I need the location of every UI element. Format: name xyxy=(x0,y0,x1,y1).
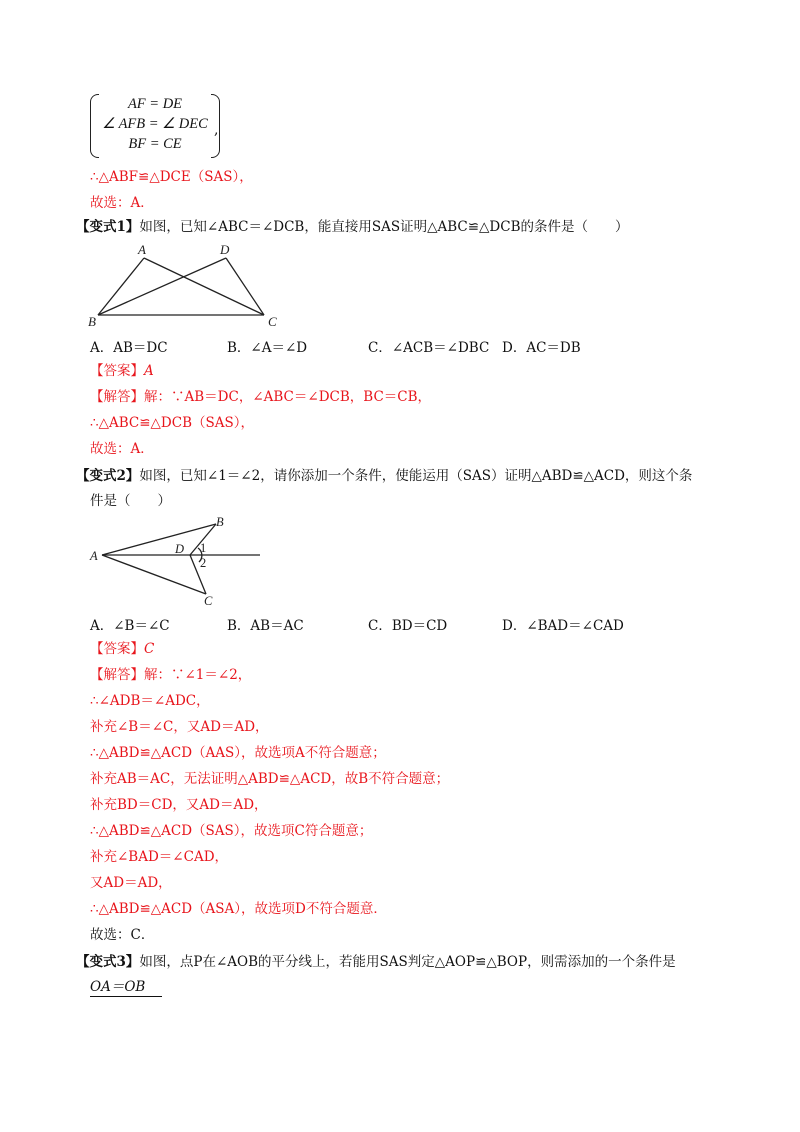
equation-row-3: BF = CE xyxy=(128,136,182,152)
variant1-conclusion: ∴△ABC≌△DCB（SAS）， xyxy=(90,415,254,431)
variant1-solve: 解：∵AB＝DC，∠ABC＝∠DCB，BC＝CB， xyxy=(144,389,432,405)
variant2-label-1: 1 xyxy=(200,541,207,555)
variant2-option-a: A．∠B＝∠C xyxy=(90,618,170,634)
variant2-answer-line xyxy=(90,640,154,658)
variant1-question-line xyxy=(76,218,629,236)
variant3-question-line xyxy=(76,953,676,971)
equation-system xyxy=(90,94,220,158)
equation-row-1: AF = DE xyxy=(127,96,183,112)
variant1-label-a: A xyxy=(138,242,146,257)
variant2-label-a: A xyxy=(90,549,98,563)
variant3-answer: OA＝OB xyxy=(90,979,146,995)
variant1-tag: 【变式1】 xyxy=(76,219,140,235)
variant2-answer: C xyxy=(144,641,155,657)
variant2-label-c: C xyxy=(204,594,213,606)
variant2-step: ∴△ABD≌△ACD（SAS），故选项C符合题意； xyxy=(90,823,373,839)
variant1-option-a: A．AB＝DC xyxy=(90,340,168,356)
variant2-step: ∴△ABD≌△ACD（ASA），故选项D不符合题意． xyxy=(90,901,387,917)
variant2-solve-line xyxy=(90,666,251,684)
variant2-question-1: 如图，已知∠1＝∠2，请你添加一个条件，使能运用（SAS）证明△ABD≌△ACD，则这个条 xyxy=(139,468,693,484)
variant1-answer-tag: 【答案】 xyxy=(90,363,144,379)
variant2-step: ∴∠ADB＝∠ADC， xyxy=(90,693,210,709)
variant2-tag: 【变式2】 xyxy=(76,468,140,484)
prev-conclusion: ∴△ABF≌△DCE（SAS）， xyxy=(90,169,253,185)
variant2-step: 又AD＝AD， xyxy=(90,875,172,891)
variant2-select: 故选：C． xyxy=(90,927,155,943)
variant2-option-d: D．∠BAD＝∠CAD xyxy=(502,618,624,634)
variant1-label-d: D xyxy=(220,242,230,257)
variant2-figure xyxy=(88,512,268,606)
variant1-solve-line xyxy=(90,388,431,406)
variant1-options xyxy=(90,336,690,354)
variant2-solve: 解：∵∠1＝∠2， xyxy=(144,667,252,683)
variant1-figure xyxy=(86,240,286,328)
variant2-question-2: 件是（ ） xyxy=(90,493,171,509)
prev-select: 故选：A． xyxy=(90,195,154,211)
variant2-step: 补充AB＝AC，无法证明△ABD≌△ACD，故B不符合题意； xyxy=(90,771,450,787)
variant3-question: 如图，点P在∠AOB的平分线上，若能用SAS判定△AOP≌△BOP，则需添加的一个条件是 xyxy=(139,954,676,970)
variant1-solve-tag: 【解答】 xyxy=(90,389,144,405)
variant1-answer-line xyxy=(90,362,154,380)
variant1-option-b: B．∠A＝∠D xyxy=(227,340,308,356)
variant2-option-c: C．BD＝CD xyxy=(368,618,448,634)
variant2-label-b: B xyxy=(216,515,224,529)
variant1-answer: A xyxy=(144,363,154,379)
variant2-label-2: 2 xyxy=(200,556,207,570)
variant1-select: 故选：A． xyxy=(90,441,154,457)
variant1-option-c: C．∠ACB＝∠DBC xyxy=(368,340,490,356)
variant1-question: 如图，已知∠ABC＝∠DCB，能直接用SAS证明△ABC≌△DCB的条件是（ ） xyxy=(139,219,629,235)
variant1-label-c: C xyxy=(268,314,277,328)
variant2-option-b: B．AB＝AC xyxy=(227,618,304,634)
variant2-step: 补充BD＝CD，又AD＝AD， xyxy=(90,797,268,813)
variant2-question-line xyxy=(76,467,692,485)
variant2-answer-tag: 【答案】 xyxy=(90,641,144,657)
variant2-step: 补充∠B＝∠C，又AD＝AD， xyxy=(90,719,269,735)
variant1-option-d: D．AC＝DB xyxy=(502,340,581,356)
variant2-step: 补充∠BAD＝∠CAD， xyxy=(90,849,229,865)
equation-row-2: ∠ AFB = ∠ DEC xyxy=(102,116,208,132)
variant2-label-d: D xyxy=(175,542,185,556)
variant3-answer-blank xyxy=(90,978,162,997)
variant2-options xyxy=(90,614,710,632)
variant2-step: ∴△ABD≌△ACD（AAS），故选项A不符合题意； xyxy=(90,745,386,761)
equation-comma: , xyxy=(214,122,219,138)
variant3-tag: 【变式3】 xyxy=(76,954,140,970)
variant1-label-b: B xyxy=(88,314,96,328)
variant2-solve-tag: 【解答】 xyxy=(90,667,144,683)
